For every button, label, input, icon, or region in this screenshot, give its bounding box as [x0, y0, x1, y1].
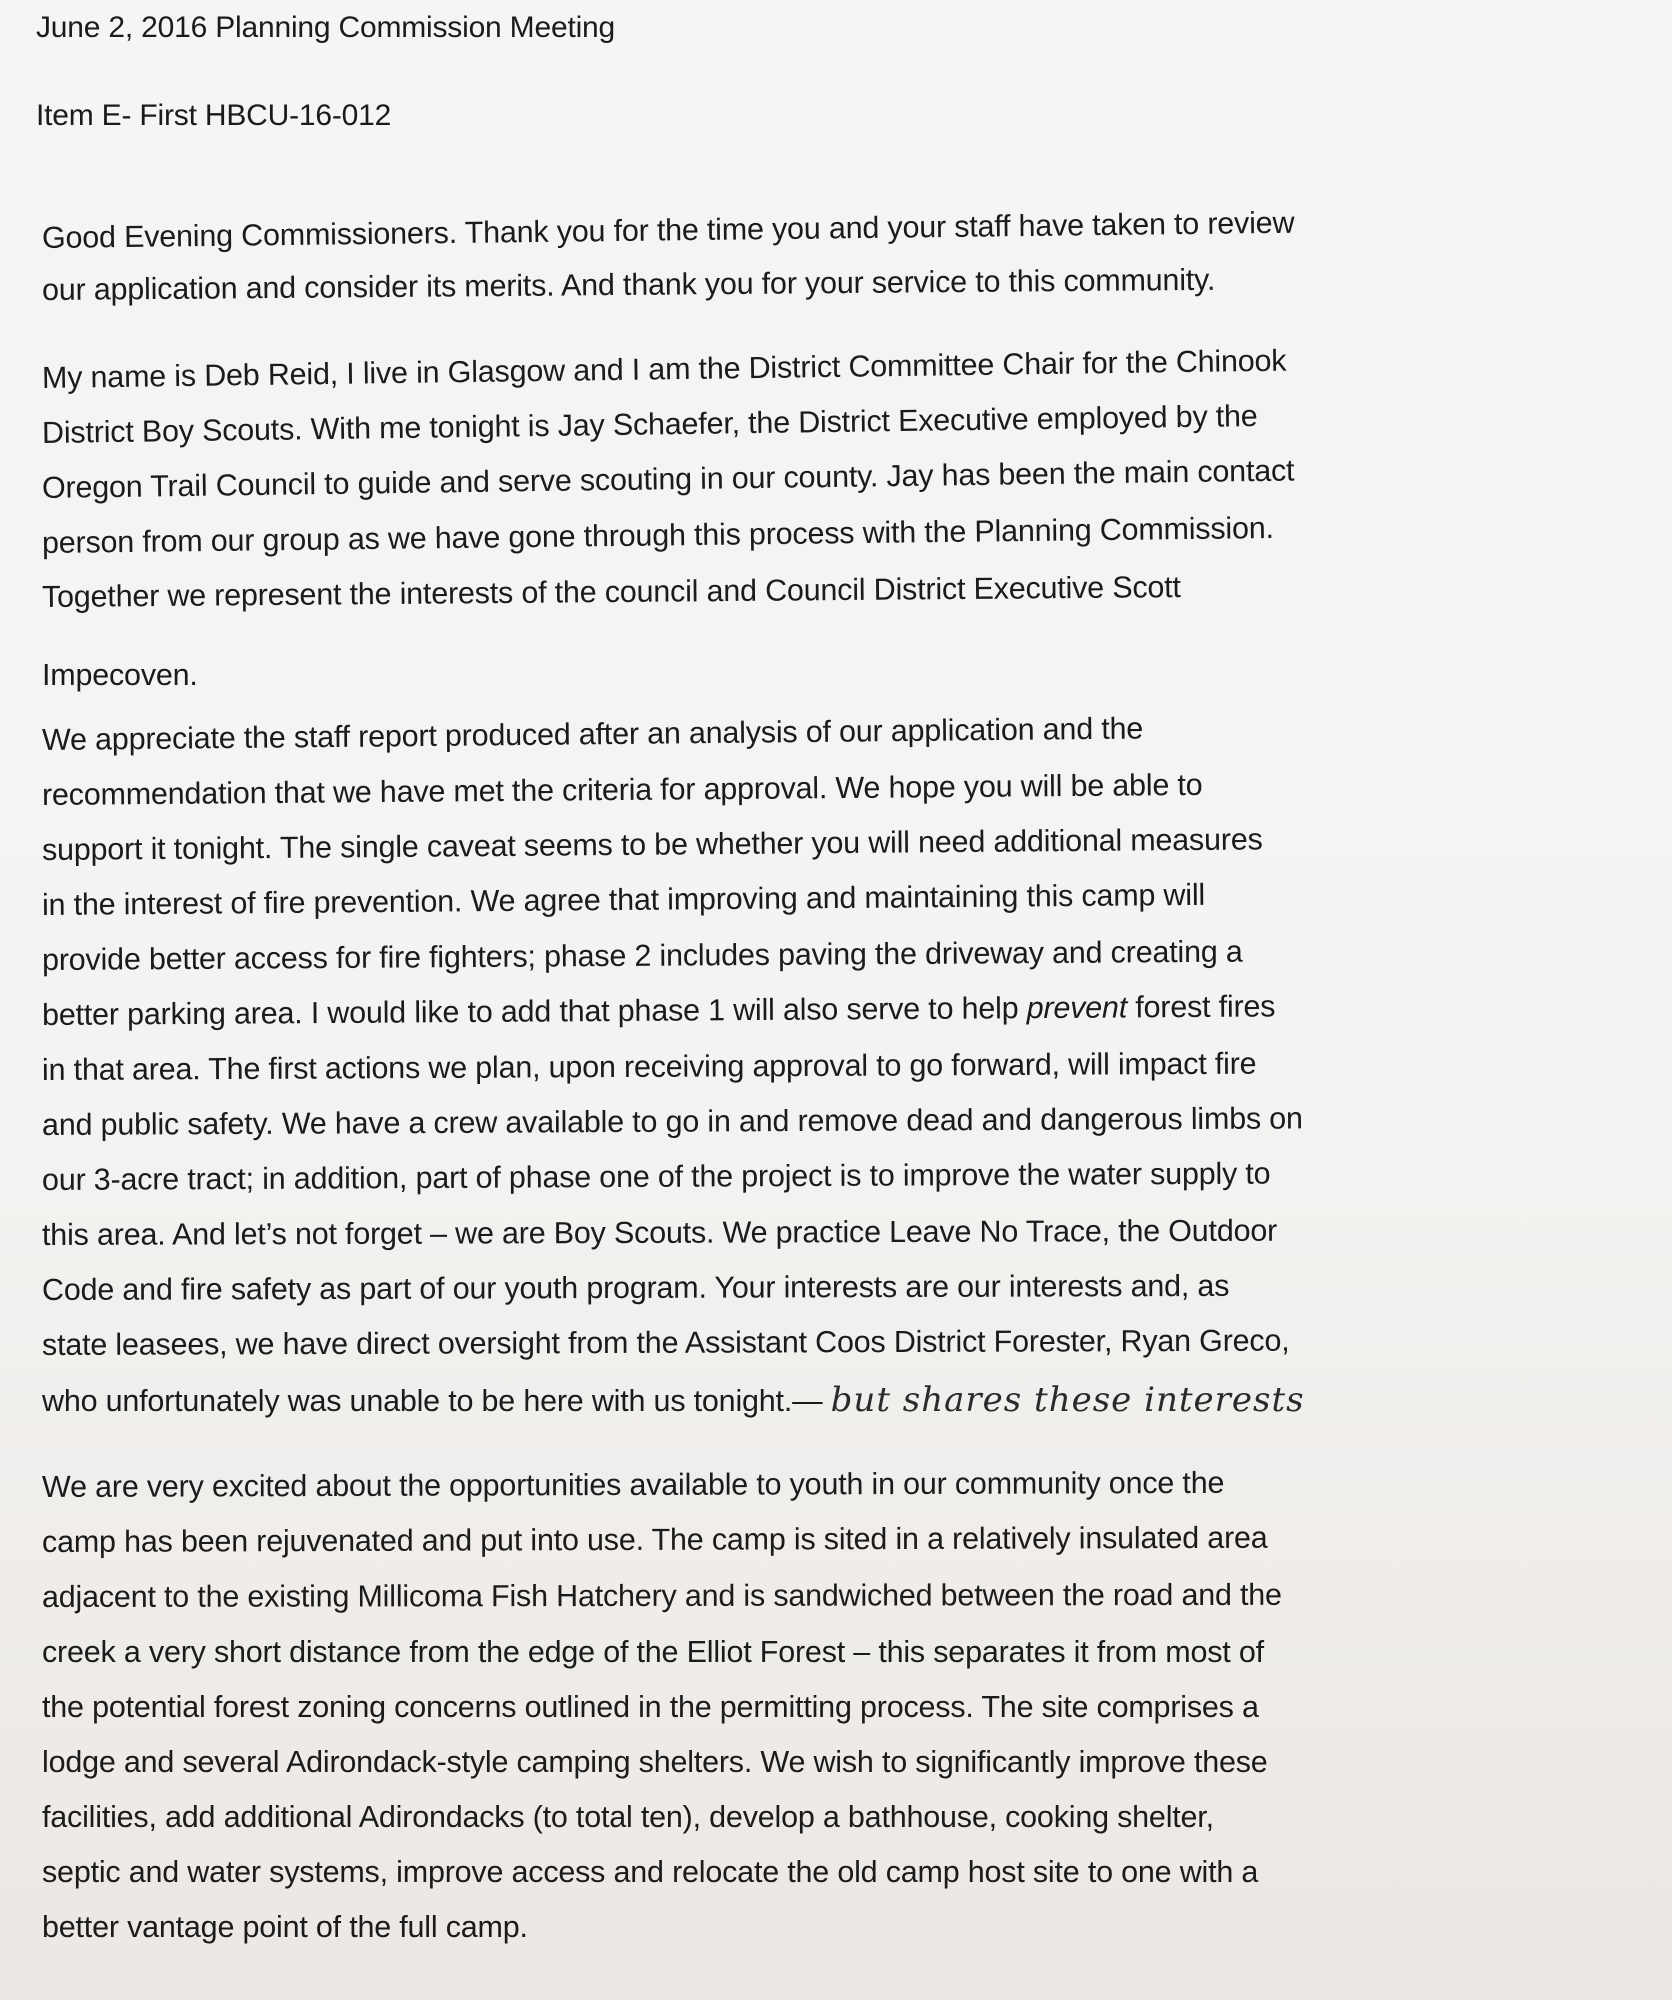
- text-line: provide better access for fire fighters; phase 2 includes paving the driveway and creating a: [41, 934, 1243, 977]
- text-line: this area. And let’s not forget – we are Boy Scouts. We practice Leave No Trace, the Outdoor: [41, 1213, 1278, 1252]
- text-segment: who unfortunately was unable to be here with us tonight.—: [42, 1384, 831, 1418]
- text-line: District Boy Scouts. With me tonight is Jay Schaefer, the District Executive employed by the: [41, 399, 1258, 450]
- text-line: creek a very short distance from the edge of the Elliot Forest – this separates it from most of: [42, 1635, 1264, 1669]
- text-line: recommendation that we have met the criteria for approval. We hope you will be able to: [41, 767, 1203, 812]
- emphasized-word: prevent: [1026, 990, 1128, 1026]
- text-line: septic and water systems, improve access and relocate the old camp host site to one with a: [42, 1855, 1259, 1889]
- text-line: our application and consider its merits. And thank you for your service to this community.: [41, 262, 1216, 307]
- text-line: Code and fire safety as part of our youth program. Your interests are our interests and, as: [41, 1268, 1230, 1307]
- text-line: Good Evening Commissioners. Thank you for the time you and your staff have taken to review: [41, 205, 1295, 255]
- text-line: the potential forest zoning concerns outlined in the permitting process. The site comprises a: [42, 1690, 1259, 1724]
- text-line: Oregon Trail Council to guide and serve scouting in our county. Jay has been the main contact: [41, 453, 1295, 505]
- text-line-with-emphasis: [42, 986, 1276, 1035]
- text-line: facilities, add additional Adirondacks (to total ten), develop a bathhouse, cooking shelter,: [42, 1800, 1214, 1834]
- text-line: Together we represent the interests of the council and Council District Executive Scott: [41, 570, 1181, 614]
- text-line: We appreciate the staff report produced after an analysis of our application and the: [41, 711, 1144, 757]
- text-line: We are very excited about the opportunities available to youth in our community once the: [41, 1465, 1225, 1504]
- text-line: better vantage point of the full camp.: [42, 1910, 528, 1944]
- text-line: state leasees, we have direct oversight from the Assistant Coos District Forester, Ryan Greco,: [41, 1323, 1290, 1362]
- text-line: person from our group as we have gone through this process with the Planning Commission.: [41, 510, 1274, 560]
- handwritten-note: but shares these interests: [830, 1380, 1305, 1420]
- text-line: in the interest of fire prevention. We agree that improving and maintaining this camp will: [41, 877, 1206, 922]
- text-line: support it tonight. The single caveat seems to be whether you will need additional measures: [41, 822, 1263, 867]
- text-line: and public safety. We have a crew available to go in and remove dead and dangerous limbs on: [41, 1101, 1303, 1142]
- text-line: in that area. The first actions we plan, upon receiving approval to go forward, will impact fire: [41, 1046, 1257, 1087]
- text-line: lodge and several Adirondack-style camping shelters. We wish to significantly improve these: [42, 1745, 1268, 1779]
- item-reference: Item E- First HBCU-16-012: [36, 99, 392, 132]
- meeting-title: June 2, 2016 Planning Commission Meeting: [36, 11, 616, 44]
- text-segment: forest fires: [1126, 989, 1276, 1025]
- text-line: our 3-acre tract; in addition, part of phase one of the project is to improve the water supply to: [41, 1156, 1271, 1197]
- text-segment: better parking area. I would like to add that phase 1 will also serve to help: [41, 991, 1027, 1032]
- text-line: Impecoven.: [42, 658, 198, 692]
- text-line: My name is Deb Reid, I live in Glasgow and I am the District Committee Chair for the Chinook: [41, 343, 1287, 395]
- text-line-with-note: [42, 1380, 1305, 1421]
- text-line: adjacent to the existing Millicoma Fish Hatchery and is sandwiched between the road and the: [41, 1577, 1282, 1614]
- text-line: camp has been rejuvenated and put into use. The camp is sited in a relatively insulated area: [41, 1520, 1268, 1559]
